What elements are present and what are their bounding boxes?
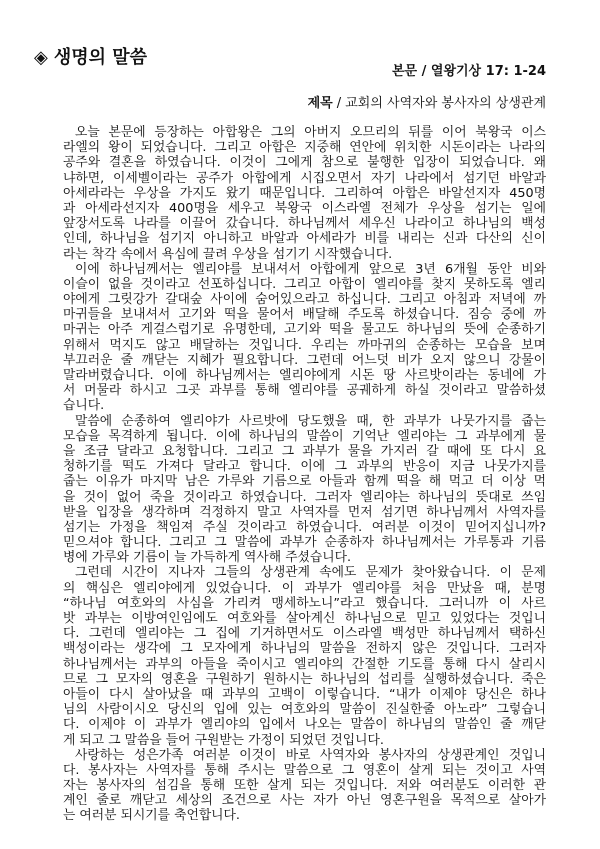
text-line: 을 조금 달라고 요청합니다. 그리고 그 과부가 물을 가지러 갈 때에 또 다시 요 (63, 443, 546, 459)
text-line: 라는 착각 속에서 욕심에 끌려 우상을 섬기기 시작했습니다. (63, 246, 393, 262)
section-title (34, 43, 147, 69)
text-line: 습니다. (63, 398, 105, 414)
text-line: 님의 사람이시오 당신의 입에 있는 여호와의 말씀이 진실한줄 아노라” 그렇습니 (63, 702, 546, 718)
text-line: 말라버렸습니다. 이에 하나님께서는 엘리야에게 시돈 땅 사르밧이라는 동네에 가 (63, 368, 546, 383)
sermon-body (63, 125, 546, 824)
paragraph (63, 414, 546, 566)
text-line: 그런데 시간이 지나자 그들의 상생관계 속에도 문제가 찾아왔습니다. 이 문제 (75, 565, 546, 581)
text-line: 받을 입장을 생각하며 걱정하지 말고 사역자를 먼저 섬기면 하나님께서 사역자를 (63, 504, 546, 520)
paragraph (63, 748, 546, 824)
text-line: 자는 봉사자의 섬김을 통해 또한 살게 되는 것입니다. 저와 여러분도 이러한 관 (63, 778, 546, 794)
text-line: 섬기는 가정을 책임져 주실 것이라고 하였습니다. 여러분 이것이 믿어지십니까? (63, 519, 546, 535)
text-line: 마귀들을 보내셔서 고기와 떡을 물어서 배달해 주도록 하셨습니다. 짐승 중에 까 (63, 307, 546, 323)
section-title-text: 생명의 말씀 (53, 47, 148, 68)
text-line: 줍는 이유가 마지막 남은 가루와 기름으로 아들과 함께 떡을 해 먹고 더 이상 먹 (63, 474, 546, 490)
text-line: 아세라라는 우상을 가지도 왔기 때문입니다. 그리하여 아합은 바알선지자 450명 (63, 185, 546, 201)
text-line: 오늘 본문에 등장하는 아합왕은 그의 아버지 오므리의 뒤를 이어 북왕국 이스 (75, 125, 546, 140)
diamond-bullet-icon: ◈ (34, 47, 48, 68)
subject-label: 제목 (307, 96, 333, 111)
text-line: 위해서 먹지도 않고 배달하는 것입니다. 우리는 까마귀의 순종하는 모습을 보며 (63, 337, 546, 353)
text-line: 공주와 결혼을 하였습니다. 이것이 그에게 참으로 불행한 입장이 되었습니다. 왜 (63, 155, 546, 171)
text-line: 의 핵심은 엘리야에게 있었습니다. 이 과부가 엘리야를 처음 만났을 때, 분명 (63, 580, 546, 596)
text-line: 인데, 하나님을 섬기지 아니하고 바알과 아세라가 비를 내리는 신과 다산의 신이 (63, 231, 546, 247)
text-line: 말씀에 순종하여 엘리야가 사르밧에 당도했을 때, 한 과부가 나뭇가지를 줍는 (75, 413, 546, 429)
text-line: 계인 줄로 깨닫고 세상의 조건으로 사는 자가 아닌 영혼구원을 목적으로 살아가 (63, 793, 546, 809)
text-line: 므로 그 모자의 영혼을 구원하기 원하시는 하나님의 섭리를 실행하셨습니다. 죽은 (63, 671, 546, 687)
text-line: 청하기를 떡도 가져다 달라고 합니다. 이에 그 과부의 반응이 지금 나뭇가지를 (63, 459, 546, 475)
text-line: 는 여러분 되시기를 축언합니다. (63, 808, 240, 824)
text-line: 모습을 목격하게 됩니다. 이에 하나님의 말씀이 기억난 엘리야는 그 과부에게 물 (63, 428, 546, 444)
text-line: 믿으셔야 합니다. 그리고 그 말씀에 과부가 순종하자 하나님께서는 가루통과 기름 (63, 535, 546, 551)
text-line: 냐하면, 이세벨이라는 공주가 아합에게 시집오면서 자기 나라에서 섬기던 바알과 (63, 170, 546, 186)
text-line: 이슬이 없을 것이라고 선포하십니다. 그리고 아합이 엘리야를 찾지 못하도록 엘리 (63, 276, 546, 292)
text-line: 다. 그런데 엘리야는 그 집에 기거하면서도 이스라엘 백성만 하나님께서 택하신 (63, 626, 546, 642)
text-line: 부끄러운 줄 깨닫는 지혜가 필요합니다. 그런데 어느덧 비가 오지 않으니 강물이 (63, 352, 546, 368)
text-line: 하나님께서는 과부의 아들을 죽이시고 엘리야의 간절한 기도를 통해 다시 살리시 (63, 656, 546, 672)
text-line: 이에 하나님께서는 엘리야를 보내셔서 아합에게 앞으로 3년 6개월 동안 비와 (75, 261, 546, 277)
text-line: 앞장서도록 나라를 이끌어 갔습니다. 하나님께서 세우신 나라이고 하나님의 백성 (63, 216, 546, 232)
text-line: 다. 봉사자는 사역자를 통해 주시는 말씀으로 그 영혼이 살게 되는 것이고 사역 (63, 762, 546, 778)
text-line: 야에게 그릿강가 갈대숲 사이에 숨어있으라고 하십니다. 그리고 아침과 저녁에 까 (63, 292, 546, 308)
text-line: 마귀는 아주 게걸스럽기로 유명한데, 고기와 떡을 물고도 하나님의 뜻에 순종하기 (63, 322, 546, 338)
paragraph (63, 125, 546, 262)
text-line: 아들이 다시 살아났을 때 과부의 고백이 이렇습니다. “내가 이제야 당신은 하나 (63, 686, 546, 702)
text-line: 게 되고 그 말씀을 들어 구원받는 가정이 되었던 것입니다. (63, 732, 384, 748)
subject-text: / 교회의 사역자와 봉사자의 상생관계 (336, 96, 546, 111)
sermon-subject (308, 92, 546, 111)
paragraph (63, 262, 546, 414)
text-line: 을 것이 없어 죽을 것이라고 하였습니다. 그러자 엘리야는 하나님의 뜻대로 쓰임 (63, 489, 546, 505)
text-line: 병에 가루와 기름이 늘 가득하게 역사해 주셨습니다. (63, 550, 352, 566)
text-line: “하나님 여호와의 사심을 가리켜 맹세하노니”라고 했습니다. 그러니까 이 사르 (63, 595, 546, 611)
text-line: 다. 이제야 이 과부가 엘리야의 입에서 나오는 말씀이 하나님의 말씀인 줄 깨닫 (63, 717, 546, 733)
paragraph (63, 565, 546, 747)
text-line: 과 아세라선지자 400명을 세우고 북왕국 이스라엘 전체가 우상을 섬기는 일에 (63, 200, 546, 216)
text-line: 라엘의 왕이 되었습니다. 그리고 아합은 지중해 연안에 위치한 시돈이라는 나라의 (63, 140, 546, 156)
scripture-reference: 본문 / 열왕기상 17: 1-24 (391, 64, 546, 79)
text-line: 서 머물라 하시고 그곳 과부를 통해 엘리야를 공궤하게 하실 것이라고 말씀하셨 (63, 383, 546, 399)
text-line: 백성이라는 생각에 그 모자에게 하나님의 말씀을 전하지 않은 것입니다. 그러자 (63, 641, 546, 657)
text-line: 사랑하는 성은가족 여러분 이것이 바로 사역자와 봉사자의 상생관계인 것입니 (75, 747, 546, 763)
text-line: 밧 과부는 이방여인임에도 여호와를 살아계신 하나님으로 믿고 있었다는 것입니 (63, 611, 546, 626)
